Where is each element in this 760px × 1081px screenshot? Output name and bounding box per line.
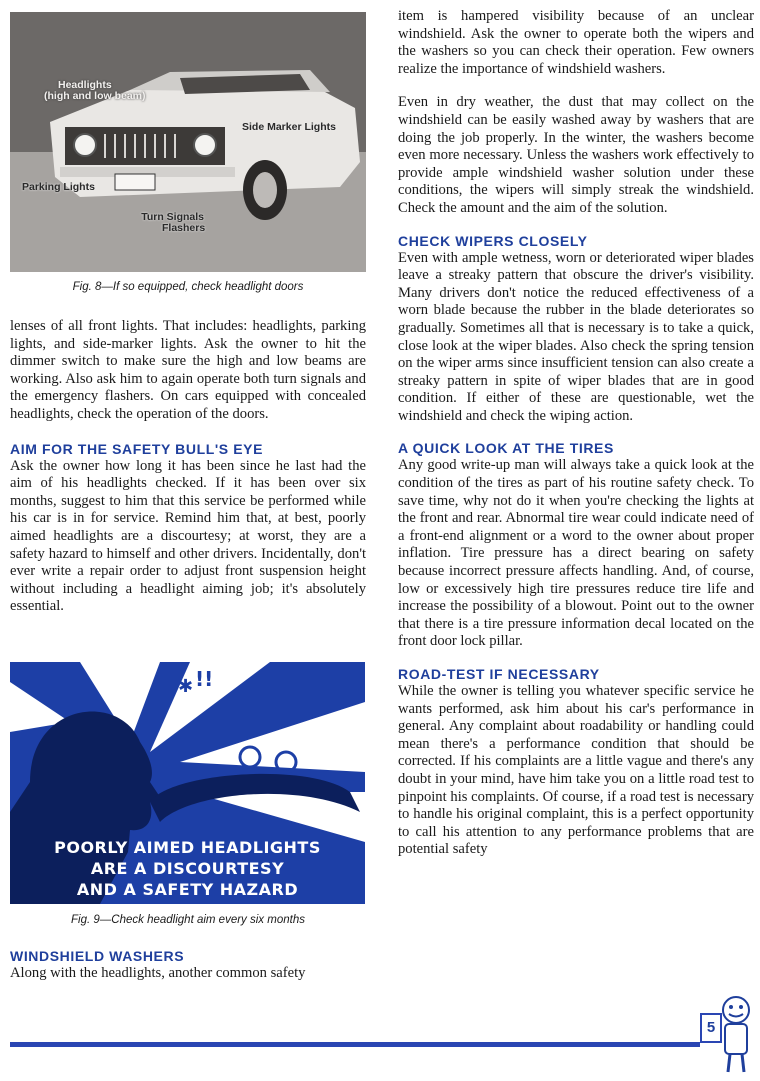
label-headlights — [44, 80, 146, 102]
heading-road-test: ROAD-TEST IF NECESSARY — [398, 666, 600, 682]
figure-9-caption: Fig. 9—Check headlight aim every six months — [71, 914, 305, 926]
heading-quick-look-tires: A QUICK LOOK AT THE TIRES — [398, 440, 614, 457]
label-parking-lights: Parking Lights — [22, 181, 95, 193]
label-turn-signals-line-1: Turn Signals — [141, 211, 204, 223]
paragraph-wipers: Even with ample wetness, worn or deteriorated wiper blades leave a streaky pattern that obscure the driver's visibility. Many drivers don't notice the reduced effectiveness of a worn blade because the rubber in the blade deteriorates so gradually. Sometimes all that is necessary is to take a quick, close look at the wiper blades. Also check the spring tension on the wiper arms since insufficient tension can also create a streaky pattern in spite of wiper blades that are in good condition. If either of these are questionable, wet the windshield and check the wiping action. — [398, 249, 754, 424]
heading-aim-safety-bulls-eye: AIM FOR THE SAFETY BULL'S EYE — [10, 440, 264, 457]
paragraph-aim: Ask the owner how long it has been since he last had the aim of his headlights checked. If it has been over six months, suggest to him that this service be performed while his car is in for service. Remind him that, at best, poorly aimed headlights are a discourtesy; at worst, they are a safety hazard to himself and other drivers. Incidentally, don't ever write a repair order to adjust front suspension height without including a headlight aiming job; it's absolutely essential. — [10, 457, 366, 615]
poster-line-3: AND A SAFETY HAZARD — [76, 880, 299, 899]
paragraph-dry-weather: Even in dry weather, the dust that may collect on the windshield can be easily washed away by washers that are doing the job properly. In the winter, the washers become even more necessary. Unless the washers work effectively to provide ample windshield washer solution under these conditions, the wipers will simply streak the windshield. Check the amount and the aim of the solution. — [398, 94, 754, 216]
paragraph-tires: Any good write-up man will always take a quick look at the condition of the tires as part of his routine safety check. To save time, why not do it when you're checking the lights at the front and rear. Abnormal tire wear could indicate need of a front-end alignment or a word to the owner about proper inflation. Tire pressure has a direct bearing on safety because incorrect pressure affects handling. And, of course, low or excessively high tire pressures reduce tire life and increase the possibility of a blowout. Point out to the owner that there is a tire pressure information decal located on the front door lock pillar. — [398, 457, 754, 650]
svg-text:✱: ✱ — [178, 676, 194, 697]
label-turn-signals-line-2: Flashers — [162, 222, 206, 234]
footer-rule — [10, 1042, 700, 1047]
figure-9-poster — [10, 662, 365, 904]
left-column — [10, 318, 366, 616]
label-turn-signals — [140, 212, 205, 234]
label-headlights-line-2: (high and low beam) — [44, 90, 146, 102]
label-side-marker-lights: Side Marker Lights — [242, 121, 336, 133]
figure-8-photo — [10, 12, 366, 272]
label-headlights-line-1: Headlights — [58, 79, 112, 91]
paragraph-washers-start: Along with the headlights, another common safety — [10, 965, 306, 981]
svg-text:!!: !! — [195, 667, 214, 691]
figure-8-caption: Fig. 8—If so equipped, check headlight doors — [72, 281, 304, 293]
poster-line-1: POORLY AIMED HEADLIGHTS — [54, 838, 321, 857]
paragraph-road-test: While the owner is telling you whatever specific service he wants performed, ask him about his car's performance in general. Any complaint about roadability or handling could mean there's a performance condition that should be corrected. If his complaints are a little vague and there's any doubt in your mind, have him take you on a little road test to pinpoint his complaints. Of course, if a road test is necessary to handle his original complaint, this is a perfect opportunity to call his attention to any performance problems that are potential safety — [398, 683, 754, 858]
heading-check-wipers: CHECK WIPERS CLOSELY — [398, 232, 588, 249]
paragraph-lenses: lenses of all front lights. That includes: headlights, parking lights, and side-marker lights. Ask the owner to hit the dimmer switch to make sure the high and low beams are working. Also ask him to again operate both turn signals and the emergency flashers. On cars equipped with concealed headlights, check the operation of the doors. — [10, 318, 366, 422]
poster-line-2: ARE A DISCOURTESY — [90, 859, 285, 878]
mascot-icon — [716, 994, 756, 1074]
page-number: 5 — [700, 1013, 722, 1043]
left-column-bottom — [10, 947, 366, 983]
paragraph-washers-cont: item is hampered visibility because of an unclear windshield. Ask the owner to operate both the wipers and the washers so you can check their operation. Few owners realize the importance of windshield washers. — [398, 8, 754, 77]
heading-windshield-washers: WINDSHIELD WASHERS — [10, 948, 185, 964]
right-column — [398, 8, 754, 859]
